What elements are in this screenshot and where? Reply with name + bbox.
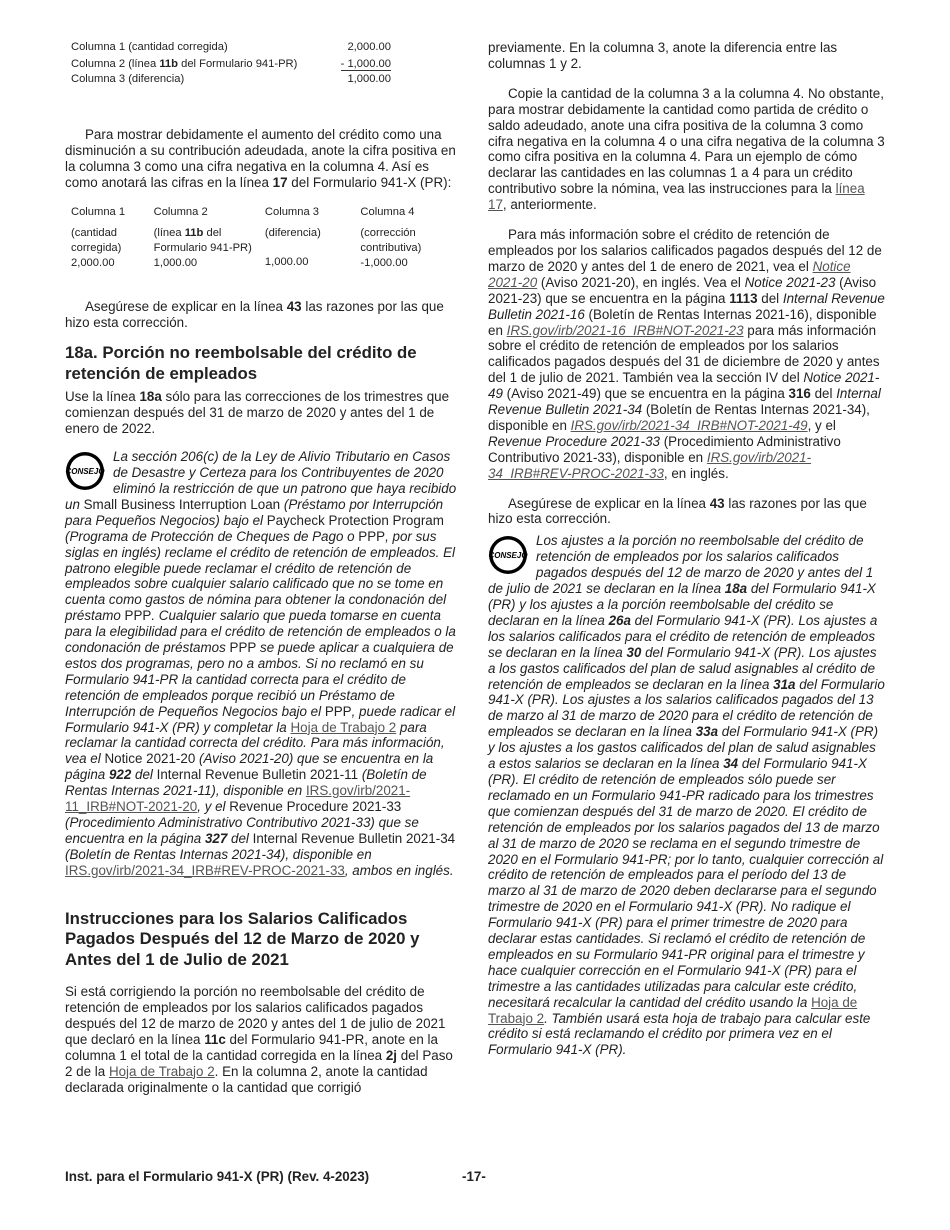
text: Copie la cantidad de la columna 3 a la columna 4. No obstante, para mostrar debidamente la cantidad como partida de crédito o saldo adeudado, anote una cifra positiva de la columna 3 como cifra negativa en la columna 4 o una cifra negativa de la columna 3 como cifra positiva en la columna 4. Para un ejemplo de cómo declarar las cantidades en las columnas 1 a 4 para un crédito contributivo sobre la nómina, vea las instrucciones para la: [488, 85, 885, 197]
text: , por sus siglas en inglés) reclame el crédito de retención de empleados. El patrono elegible puede reclamar el crédito de retención de empleados sobre cualquier salario calificado que no se tome en cuenta como gastos de nómina para obtener la condonación del préstamo: [65, 528, 456, 624]
text: (Procedimiento Administrativo Contributivo 2021-33) que se encuentra en la página: [65, 815, 419, 846]
text: , puede radicar el Formulario 941-X (PR) y completar la: [65, 703, 456, 735]
bold-text: 11c: [204, 1031, 226, 1047]
text: Asegúrese de explicar en la línea: [85, 298, 287, 314]
text: (Procedimiento Administrativo Contributivo 2021-33), disponible en: [488, 433, 841, 465]
cell-text: (diferencia): [264, 227, 321, 240]
right-column: [488, 40, 886, 1058]
left-column: [65, 40, 460, 1095]
irb-2021-34-revproc-link[interactable]: IRS.gov/irb/2021-34_IRB#REV-PROC-2021-33: [488, 449, 812, 481]
text: las razones por las que hizo esta corrección.: [488, 495, 867, 527]
text: del: [810, 386, 837, 402]
cell-value: -1,000.00: [360, 257, 408, 270]
table-row: [71, 40, 391, 55]
row-label: Columna 1 (cantidad corregida): [71, 41, 228, 53]
tip-box: [65, 449, 460, 878]
footer-form-title: Inst. para el Formulario 941-X (PR) (Rev. 4-2023): [65, 1169, 370, 1184]
text: (Préstamo por Interrupción para Pequeños Negocios) bajo el: [65, 496, 444, 528]
text: las razones por las que hizo esta corrección.: [65, 298, 444, 330]
bold-text: 33a: [695, 724, 719, 740]
text: Paycheck Protection Program: [266, 512, 444, 528]
text: Small Business Interruption Loan: [83, 496, 281, 512]
text: se puede aplicar a cualquiera de estos dos programas, pero no a ambos. Si no reclamó en su Formulario 941-PR la cantidad correcta para el crédito de retención de empleados porque recibió un Préstamo de Interrupción de Pequeños Negocios bajo el: [65, 640, 454, 719]
text: del Formulario 941-X (PR) y los ajustes a la porción reembolsable del crédito se declaran en la línea: [488, 581, 876, 628]
text: , y el: [807, 417, 836, 433]
text: del Formulario 941-X (PR). Los ajustes a los salarios calificados pagados del 13 de marzo al 31 de marzo de 2020 para el crédito de retención de empleados se declaran en la línea: [488, 676, 885, 740]
consejo-icon-label: CONSEJO: [65, 467, 105, 477]
text: PPP: [358, 528, 386, 544]
text: del Formulario 941-X (PR). Los ajustes a los gastos calificados del plan de salud asignables al crédito de retención de empleados se declaran en la línea: [488, 644, 877, 692]
hoja-de-trabajo-2-link[interactable]: Hoja de Trabajo 2: [290, 719, 397, 735]
text: , anteriormente.: [502, 197, 597, 213]
bold-text: 18a: [139, 389, 162, 405]
paragraph: [488, 86, 886, 213]
irb-2021-16-link[interactable]: IRS.gov/irb/2021-16_IRB#NOT-2021-23: [506, 322, 744, 338]
cell-text: Columna 4: [360, 205, 415, 218]
italic-text: Notice 2021-23: [744, 274, 836, 290]
paragraph: previamente. En la columna 3, anote la diferencia entre las columnas 1 y 2.: [488, 40, 838, 71]
table-cell: [360, 205, 460, 271]
text: Para mostrar debidamente el aumento del crédito como una disminución a su contribución adeudada, anote la cifra positiva en la columna 3 como una cifra negativa en la columna 4. Así es como anotará las cifras en la línea: [65, 127, 456, 190]
cell-text: Columna 2: [153, 205, 208, 218]
bold-text: 31a: [773, 676, 796, 692]
row-label-rest: del Formulario 941-PR): [177, 58, 298, 70]
hoja-de-trabajo-2-link[interactable]: Hoja de Trabajo 2: [488, 994, 858, 1026]
text: Use la línea: [65, 389, 140, 405]
cell-text: Columna 1: [71, 205, 126, 218]
paragraph: [65, 984, 460, 1095]
text: Internal Revenue Bulletin 2021-11: [156, 767, 359, 783]
text: PPP: [229, 640, 257, 656]
irb-2021-34-revproc-link[interactable]: IRS.gov/irb/2021-34_IRB#REV-PROC-2021-33: [65, 862, 345, 878]
text: del Formulario 941-X (PR):: [287, 174, 452, 190]
cell-text: Formulario 941-PR): [153, 241, 252, 254]
hoja-de-trabajo-2-link[interactable]: Hoja de Trabajo 2: [108, 1063, 215, 1079]
table-cell: [311, 55, 391, 72]
text: del: [131, 767, 157, 783]
column-difference-table: [71, 40, 391, 87]
consejo-icon: [488, 535, 528, 575]
text: (Aviso 2021-20), en inglés. Vea el: [537, 274, 745, 290]
text: , ambos en inglés.: [344, 862, 454, 878]
bold-text: 316: [788, 386, 811, 402]
table-cell: [71, 205, 154, 271]
text: sólo para las correcciones de los trimestres que comienzan después del 31 de marzo de 2020 y antes del 1 de enero de 2022.: [65, 389, 450, 437]
italic-text: Revenue Procedure 2021-33: [488, 433, 660, 449]
page-number: -17-: [462, 1169, 486, 1184]
table-cell: [71, 55, 311, 72]
cell-text: [154, 226, 265, 241]
text: Si está corrigiendo la porción no reembolsable del crédito de retención de empleados por los salarios calificados pagados después del 12 de marzo de 2020 y antes del 1 de julio de 2021 que declaró en la línea: [65, 984, 446, 1047]
consejo-icon-label: CONSEJO: [488, 551, 528, 561]
text: para más información sobre el crédito de retención de empleados por los salarios calificados pagados después del 31 de diciembre de 2020 y antes del 1 de julio de 2021. También vea la sección IV del: [488, 322, 880, 386]
text: La sección 206(c) de la Ley de Alivio Tributario en Casos de Desastre y Certeza para los Contribuyentes de 2020 eliminó la restricción de que un patrono que haya recibido un: [65, 449, 457, 512]
table-row: [71, 205, 460, 271]
section-heading-instructions: Instrucciones para los Salarios Calificados Pagados Después del 12 de Marzo de 2020 y Antes del 1 de Julio de 2021: [65, 908, 420, 969]
italic-text: Internal Revenue Bulletin 2021-34: [488, 386, 881, 418]
columns-example-table: [71, 205, 460, 271]
bold-text: 30: [626, 644, 642, 660]
cell-value: 1,000.00: [264, 256, 309, 269]
text: (Programa de Protección de Cheques de Pago o: [65, 528, 359, 544]
paragraph: [65, 127, 460, 191]
text: del: [227, 830, 253, 846]
bold-text: 11b: [184, 227, 204, 240]
table-cell: [154, 205, 265, 271]
text: . Cualquier salario que pueda tomarse en cuenta para la elegibilidad para el crédito de retención de empleados o la condonación de préstamos: [65, 608, 456, 656]
paragraph: [488, 227, 886, 482]
text: , y el: [197, 799, 230, 815]
text: del Formulario 941-X (PR). Los ajustes a los salarios calificados para el crédito de retención de empleados se declaran en la línea: [488, 612, 878, 660]
linea-17-link[interactable]: línea 17: [488, 181, 865, 213]
text: (línea: [153, 227, 185, 240]
consejo-icon: [65, 451, 105, 491]
text: (Boletín de Rentas Internas 2021-34), disponible en: [65, 846, 372, 862]
italic-text: Notice 2021-49: [488, 370, 880, 402]
table-row: [71, 55, 391, 72]
text: Revenue Procedure 2021-33: [229, 799, 402, 815]
text: PPP: [324, 703, 352, 719]
text: PPP: [124, 608, 152, 624]
text: del: [203, 227, 222, 240]
text: (Aviso 2021-23) que se encuentra en la página: [488, 274, 877, 306]
irb-2021-34-notice-link[interactable]: IRS.gov/irb/2021-34_IRB#NOT-2021-49: [570, 417, 808, 433]
text: Internal Revenue Bulletin 2021-34: [252, 830, 456, 846]
text: del: [757, 290, 783, 306]
cell-text: corregida): [71, 241, 122, 254]
notice-2021-20-link[interactable]: Notice 2021-20: [488, 258, 851, 290]
text: del Formulario 941-PR, anote en la columna 1 el total de la cantidad corregida en la línea: [65, 1031, 438, 1063]
row-value: - 1,000.00: [340, 58, 391, 70]
cell-text: contributiva): [360, 241, 422, 254]
bold-text: 327: [204, 830, 228, 846]
paragraph: [488, 496, 886, 528]
bold-text: 43: [286, 298, 302, 314]
paragraph: [65, 299, 460, 331]
table-cell: [265, 205, 361, 271]
bold-text: 43: [709, 495, 725, 511]
text: del Formulario 941-X (PR) y los ajustes a los gastos calificados del plan de salud asignables a estos salarios se declaran en la línea: [488, 724, 879, 772]
bold-text: 34: [723, 756, 739, 772]
row-value: 1,000.00: [347, 73, 391, 85]
text: , en inglés.: [663, 465, 729, 481]
cell-text: (corrección: [360, 227, 416, 240]
tip-box: [488, 533, 886, 1058]
text: (Boletín de Rentas Internas 2021-34), disponible en: [488, 402, 870, 433]
bold-text: 18a: [724, 581, 748, 597]
bold-text: 1113: [729, 290, 758, 306]
cell-text: (cantidad: [71, 227, 118, 240]
text: para reclamar la cantidad correcta del crédito. Para más información, vea el: [65, 719, 445, 767]
text: . En la columna 2, anote la cantidad declarada originalmente o la cantidad que corrigió: [65, 1063, 428, 1095]
text: Los ajustes a la porción no reembolsable del crédito de retención de empleados por los salarios calificados pagados después del 12 de marzo de 2020 y antes del 1 de julio de 2021 se declaran en la línea: [488, 533, 874, 597]
section-heading-18a: 18a. Porción no reembolsable del crédito de retención de empleados: [65, 343, 417, 383]
text: (Boletín de Rentas Internas 2021-16), disponible en: [488, 306, 877, 338]
irb-2021-11-link[interactable]: IRS.gov/irb/2021-11_IRB#NOT-2021-20: [65, 783, 411, 815]
row-label-bold: 11b: [159, 58, 178, 70]
cell-value: 2,000.00: [71, 257, 115, 270]
table-cell: [71, 40, 311, 55]
table-row: [71, 72, 391, 87]
row-value: 2,000.00: [347, 41, 391, 53]
bold-text: 922: [108, 767, 132, 783]
cell-text: Columna 3: [264, 205, 320, 218]
text: Asegúrese de explicar en la línea: [508, 495, 710, 511]
text: . También usará esta hoja de trabajo para calcular este crédito si está reclamando el crédito por primera vez en el Formulario 941-X (PR).: [488, 1010, 871, 1058]
bold-text: 2j: [385, 1047, 398, 1063]
cell-value: 1,000.00: [153, 257, 198, 270]
text: (Boletín de Rentas Internas 2021-11), disponible en: [65, 767, 427, 799]
italic-text: Internal Revenue Bulletin 2021-16: [488, 290, 885, 322]
text: Notice 2021-20: [104, 751, 196, 767]
row-label: Columna 3 (diferencia): [71, 73, 185, 85]
bold-text: 17: [272, 174, 288, 190]
text: (Aviso 2021-20) que se encuentra en la página: [65, 751, 434, 783]
text: (Aviso 2021-49) que se encuentra en la página: [502, 386, 789, 402]
row-label: Columna 2 (línea: [71, 58, 160, 70]
text: Para más información sobre el crédito de retención de empleados por los salarios calificados pagados después del 12 de marzo de 2020 y antes del 1 de enero de 2021, vea el: [488, 227, 882, 274]
paragraph: [65, 389, 460, 437]
text: del Paso 2 de la: [65, 1047, 453, 1079]
text: del Formulario 941-X (PR). El crédito de retención de empleados sólo puede ser reclamado en un Formulario 941-PR radicado para los trimestres que comienzan después del 31 de marzo de 2020. El crédito de retención de empleados por los salarios pagados del 13 de marzo al 31 de marzo de 2020 se reclama en el segundo trimestre de 2020 en el Formulario 941-PR; por lo tanto, cualquier corrección al crédito de retención de empleados para el período del 13 de marzo al 31 de marzo de 2020 deben declararse para el segundo trimestre de 2020 en el Formulario 941-X (PR). No radique el Formulario 941-X (PR) para el primer trimestre de 2020 para declarar estas cantidades. Si reclamó el crédito de retención de empleados en su Formulario 941-PR original para el trimestre y hace cualquier corrección en el Formulario 941-X (PR) para el trimestre a las cantidades utilizadas para calcular este crédito, necesitará recalcular la cantidad del crédito usando la: [488, 756, 884, 1010]
bold-text: 26a: [608, 612, 631, 628]
table-cell: [71, 72, 311, 87]
